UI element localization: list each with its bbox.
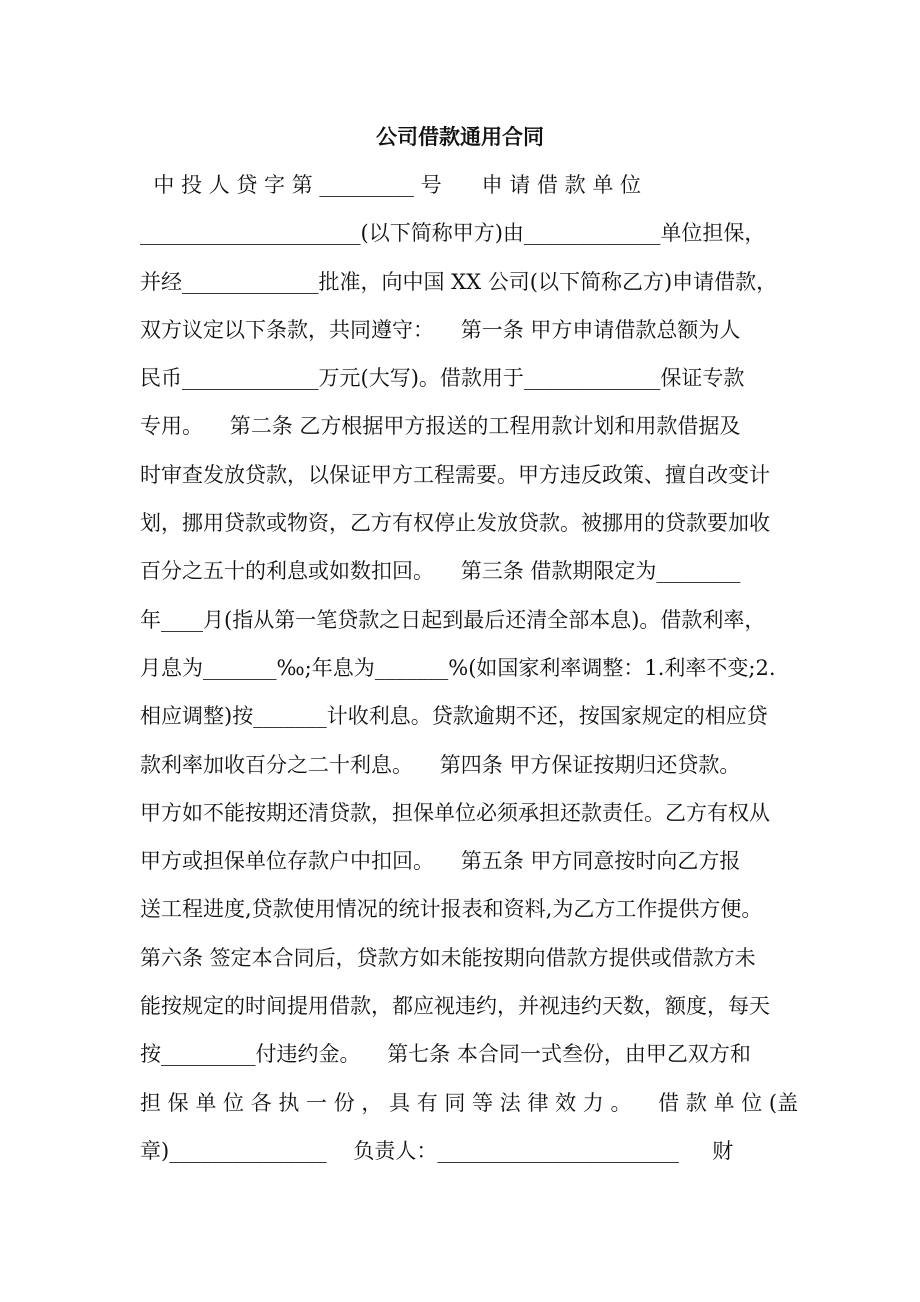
text-line: 按_________付违约金。 第七条 本合同一式叁份，由甲乙双方和 (140, 1042, 751, 1067)
text-line: 专用。 第二条 乙方根据甲方报送的工程用款计划和用款借据及 (140, 414, 741, 439)
text-line: 并经_____________批准，向中国 XX 公司(以下简称乙方)申请借款， (140, 269, 778, 294)
text-line: 甲方如不能按期还清贷款，担保单位必须承担还款责任。乙方有权从 (140, 800, 770, 825)
text-line: 款利率加收百分之二十利息。 第四条 甲方保证按期归还贷款。 (140, 752, 741, 777)
text-line: 相应调整)按_______计收利息。贷款逾期不还，按国家规定的相应贷 (140, 704, 768, 729)
text-line: 月息为_______‰;年息为_______%(如国家利率调整：1.利率不变;2. (140, 655, 776, 680)
text-line: 双方议定以下条款，共同遵守： 第一条 甲方申请借款总额为人 (140, 317, 741, 342)
text-line: 能按规定的时间提用借款，都应视违约，并视违约天数，额度，每天 (140, 994, 770, 1019)
text-line: 时审查发放贷款，以保证甲方工程需要。甲方违反政策、擅自改变计 (140, 462, 770, 487)
text-line: 担 保 单 位 各 执 一 份 ， 具 有 同 等 法 律 效 力 。 借 款 单 位 (盖 (140, 1090, 799, 1115)
text-line: 甲方或担保单位存款户中扣回。 第五条 甲方同意按时向乙方报 (140, 849, 741, 874)
contract-body (140, 170, 799, 1184)
text-line: 百分之五十的利息或如数扣回。 第三条 借款期限定为________ (140, 559, 741, 584)
text-line: 中 投 人 贷 字 第 _________ 号 申 请 借 款 单 位 (140, 173, 642, 197)
text-line: 第六条 签定本合同后，贷款方如未能按期向借款方提供或借款方未 (140, 945, 756, 970)
text-line: 划，挪用贷款或物资，乙方有权停止发放贷款。被挪用的贷款要加收 (140, 511, 770, 536)
text-line: 民币_____________万元(大写)。借款用于_____________保证专款 (140, 366, 745, 391)
text-line: 送工程进度,贷款使用情况的统计报表和资料,为乙方工作提供方便。 (140, 897, 763, 922)
text-line: 年____月(指从第一笔贷款之日起到最后还清全部本息)。借款利率， (140, 607, 766, 632)
document-title: 公司借款通用合同 (376, 124, 544, 149)
text-line: _____________________(以下简称甲方)由_____________单位担保， (140, 221, 766, 246)
text-line: 章)_______________ 负责人：_______________________ 财 (140, 1138, 734, 1163)
